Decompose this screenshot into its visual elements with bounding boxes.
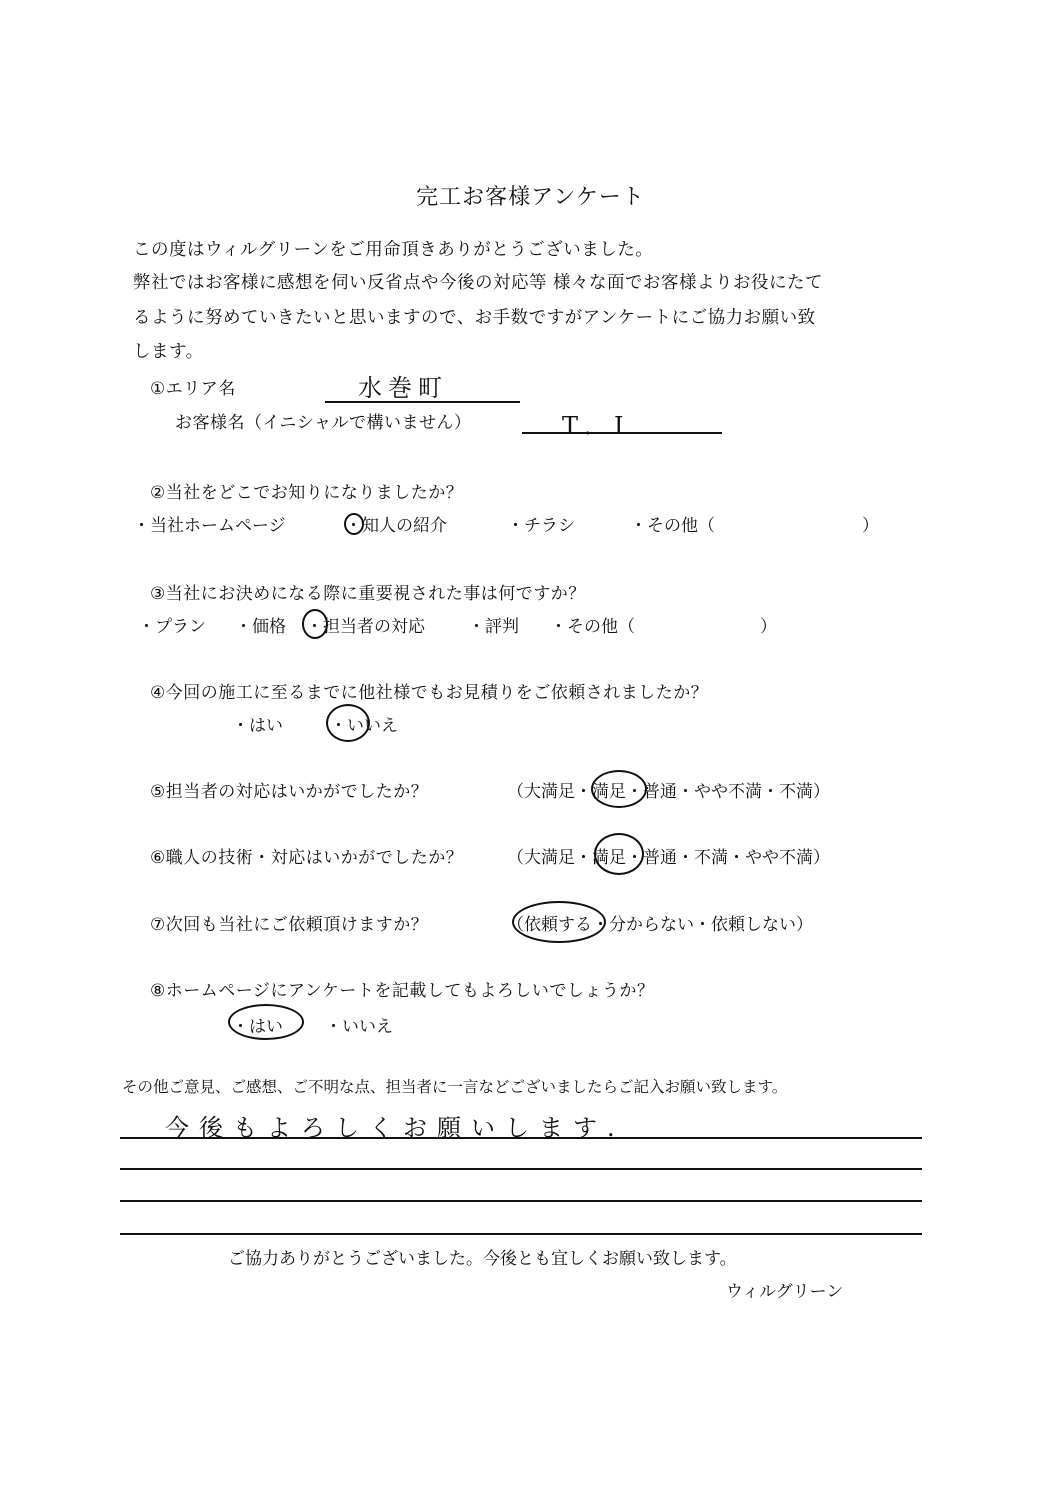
q2-selected-mark	[344, 513, 364, 535]
customer-name-label: お客様名（イニシャルで構いません）	[175, 413, 472, 433]
q8-option-yes: ・はい	[232, 1017, 283, 1037]
q3-option-reputation: ・評判	[468, 617, 519, 637]
q8-option-no: ・いいえ	[325, 1017, 393, 1037]
q7-selected-mark	[512, 901, 606, 943]
q8-selected-mark	[228, 1004, 304, 1040]
customer-name-value: T．I	[562, 412, 630, 440]
q8-question: ⑧ホームページにアンケートを記載してもよろしいでしょうか？	[150, 981, 655, 1001]
q5-selected-mark	[591, 770, 647, 808]
q2-option-homepage: ・当社ホームページ	[133, 516, 286, 536]
q2-question: ②当社をどこでお知りになりましたか？	[150, 483, 464, 503]
q4-option-yes: ・はい	[232, 716, 283, 736]
q3-option-staff: ・担当者の対応	[306, 617, 425, 637]
comment-line-4	[120, 1233, 922, 1235]
customer-name-underline	[522, 432, 722, 434]
q3-option-plan: ・プラン	[138, 617, 206, 637]
intro-line-2: 弊社ではお客様に感想を伺い反省点や今後の対応等 様々な面でお客様よりお役にたて	[133, 273, 824, 293]
comment-line-1	[120, 1137, 922, 1139]
q6-scale: （大満足・満足・普通・不満・やや不満）	[507, 848, 830, 868]
intro-line-4: します。	[133, 342, 204, 362]
intro-line-3: るように努めていきたいと思いますので、お手数ですがアンケートにご協力お願い致	[133, 308, 816, 328]
q2-option-other: ・その他（	[630, 516, 715, 536]
area-underline	[325, 401, 520, 403]
q4-option-no: ・いいえ	[330, 716, 398, 736]
q3-option-price: ・価格	[235, 617, 286, 637]
q3-question: ③当社にお決めになる際に重要視された事は何ですか？	[150, 584, 586, 604]
q6-selected-mark	[594, 833, 644, 875]
q6-question: ⑥職人の技術・対応はいかがでしたか？	[150, 848, 464, 868]
q4-question: ④今回の施工に至るまでに他社様でもお見積りをご依頼されましたか？	[150, 683, 709, 703]
area-label: ①エリア名	[150, 379, 236, 399]
q3-option-other: ・その他（	[550, 617, 635, 637]
q7-question: ⑦次回も当社にご依頼頂けますか？	[150, 915, 429, 935]
closing-text: ご協力ありがとうございました。今後とも宜しくお願い致します。	[228, 1249, 737, 1269]
q4-selected-mark	[326, 704, 370, 742]
q3-selected-mark	[302, 609, 328, 639]
survey-title: 完工お客様アンケート	[416, 185, 645, 210]
area-value: 水巻町	[358, 374, 448, 402]
q5-question: ⑤担当者の対応はいかがでしたか？	[150, 782, 429, 802]
company-name: ウィルグリーン	[726, 1282, 844, 1302]
q2-option-referral: ・知人の紹介	[345, 516, 447, 536]
comment-handwritten: 今後もよろしくお願いします.	[165, 1114, 625, 1142]
comment-line-2	[120, 1168, 922, 1170]
q2-option-other-close: ）	[862, 516, 879, 536]
q7-scale: （依頼する・分からない・依頼しない）	[507, 915, 813, 935]
comment-line-3	[120, 1200, 922, 1202]
q2-option-flyer: ・チラシ	[507, 516, 575, 536]
q5-scale: （大満足・満足・普通・やや不満・不満）	[507, 782, 830, 802]
comments-label: その他ご意見、ご感想、ご不明な点、担当者に一言などございましたらご記入お願い致します。	[122, 1078, 788, 1096]
q3-option-other-close: ）	[760, 617, 777, 637]
intro-line-1: この度はウィルグリーンをご用命頂きありがとうございました。	[133, 240, 654, 260]
